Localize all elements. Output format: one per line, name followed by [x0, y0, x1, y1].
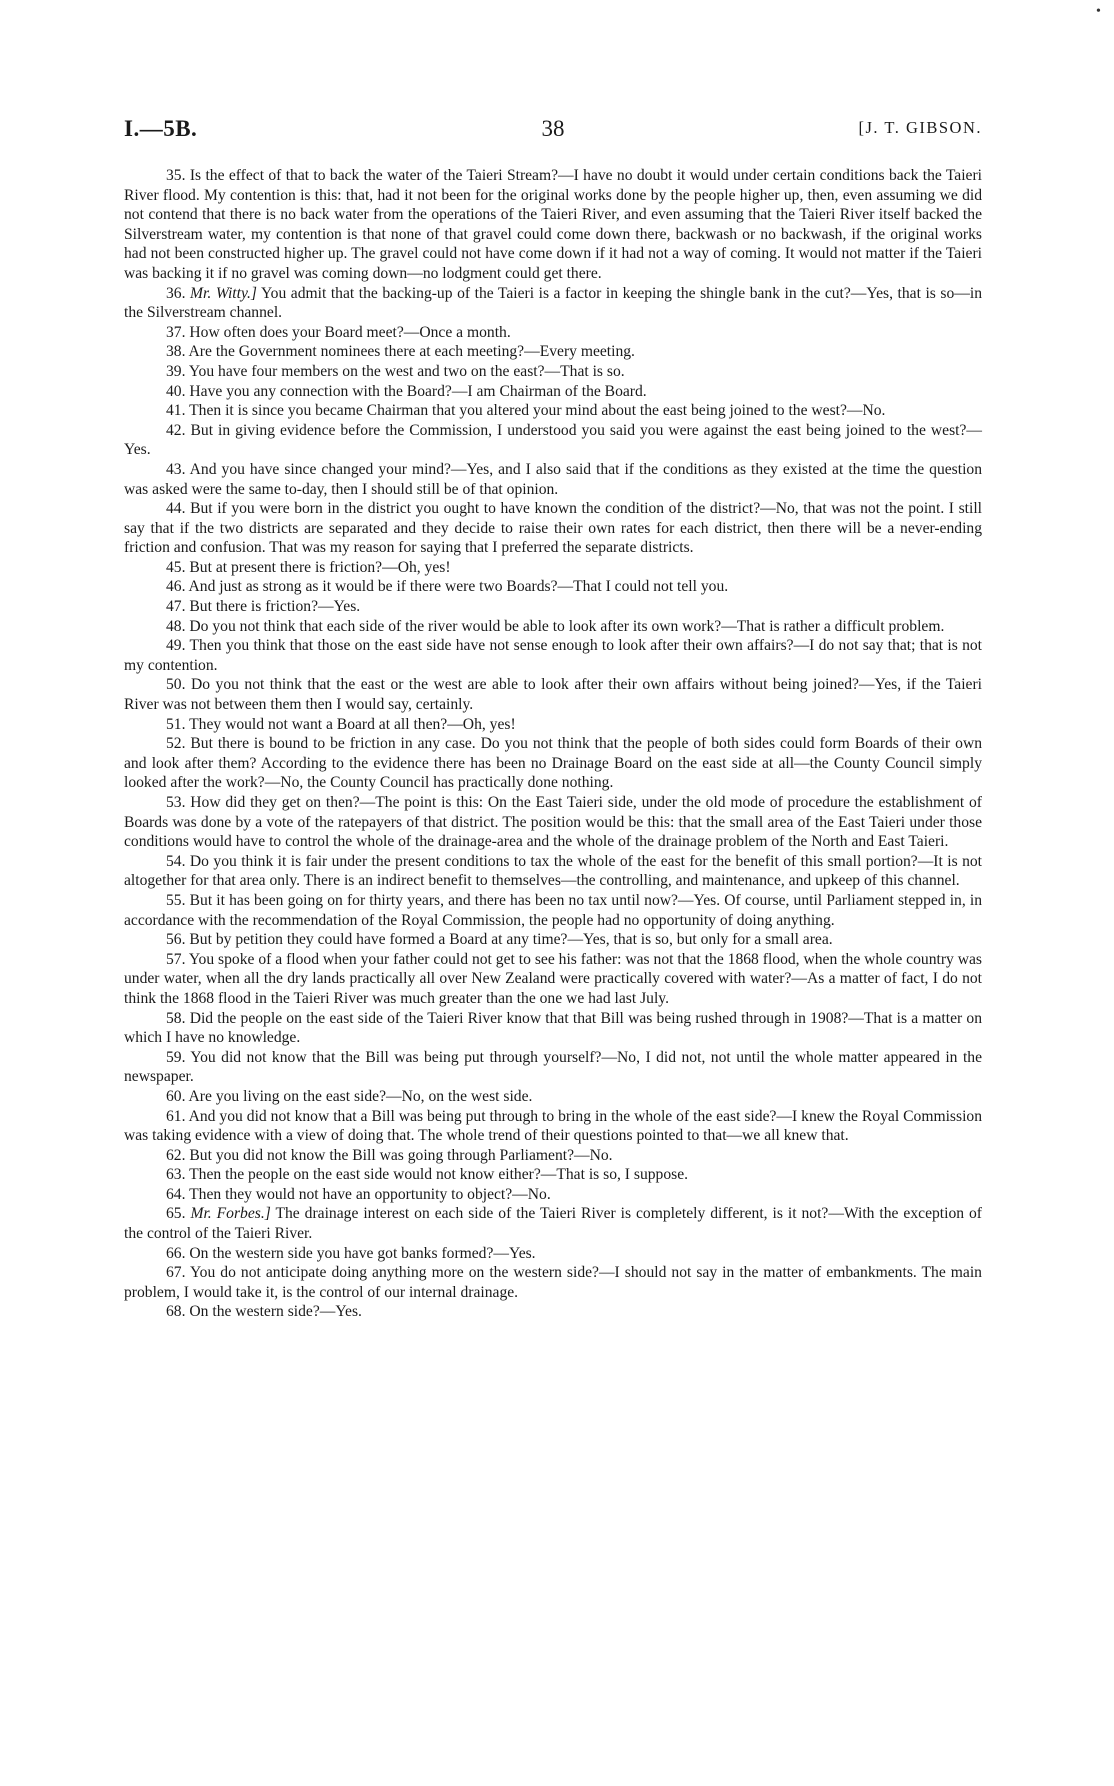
question-number: 41.	[166, 402, 186, 420]
question-answer-text: But there is bound to be friction in any case. Do you not think that the people of both sides could form Boards of their own and look after them? According to the evidence there has been no Drainage Board on the east side at all—the County Council simply looked after the work?—No, the County Council has practically done nothing.	[124, 735, 982, 792]
question-answer-text: But by petition they could have formed a Board at any time?—Yes, that is so, but only for a small area.	[189, 931, 833, 949]
question-answer-text: And you did not know that a Bill was being put through to bring in the whole of the east side?—I knew the Royal Commission was taking evidence with a view of doing that. The whole trend of their questions pointed to that—we all knew that.	[124, 1107, 982, 1145]
qa-entry-52	[124, 734, 982, 793]
question-number: 63.	[166, 1166, 186, 1184]
question-number: 36.	[166, 284, 186, 302]
qa-entry-56	[124, 930, 982, 950]
question-answer-text: Then they would not have an opportunity to object?—No.	[189, 1185, 551, 1203]
qa-entry-42	[124, 421, 982, 460]
question-answer-text: How often does your Board meet?—Once a month.	[189, 323, 511, 341]
qa-entry-64	[124, 1185, 982, 1205]
examiner-name: Mr. Witty.]	[190, 284, 257, 302]
qa-entry-63	[124, 1165, 982, 1185]
examiner-name: Mr. Forbes.]	[190, 1205, 271, 1223]
question-answer-text: And you have since changed your mind?—Yes, and I also said that if the conditions as they existed at the time the question was asked were the same to-day, then I should still be of that opinion.	[124, 460, 982, 498]
question-answer-text: But at present there is friction?—Oh, yes!	[189, 558, 451, 576]
question-number: 54.	[166, 852, 186, 870]
qa-entry-38	[124, 342, 982, 362]
qa-entry-45	[124, 558, 982, 578]
question-answer-text: Then it is since you became Chairman that you altered your mind about the east being joined to the west?—No.	[189, 402, 886, 420]
question-number: 51.	[166, 715, 186, 733]
question-number: 50.	[166, 676, 186, 694]
question-answer-text: On the western side?—Yes.	[189, 1303, 362, 1321]
page-header	[124, 116, 982, 150]
question-answer-text: They would not want a Board at all then?—Oh, yes!	[189, 715, 516, 733]
paper-reference: I.—5B.	[124, 116, 198, 141]
question-number: 65.	[166, 1205, 186, 1223]
qa-entry-40	[124, 382, 982, 402]
question-number: 59.	[166, 1048, 186, 1066]
question-number: 60.	[166, 1087, 186, 1105]
question-number: 37.	[166, 323, 186, 341]
question-answer-text: How did they get on then?—The point is this: On the East Taieri side, under the old mode of procedure the establishment of Boards was done by a vote of the ratepayers of that district. The position would be this: that the small area of the East Taieri under those conditions would have to control the whole of the drainage-area and the whole of the drainage problem of the North and East Taieri.	[124, 794, 983, 851]
qa-entry-47	[124, 597, 982, 617]
qa-entry-37	[124, 323, 982, 343]
qa-entry-60	[124, 1087, 982, 1107]
qa-entry-57	[124, 950, 982, 1009]
question-number: 35.	[166, 167, 186, 184]
margin-speck: •	[1096, 4, 1101, 19]
qa-entry-54	[124, 852, 982, 891]
question-number: 47.	[166, 598, 186, 616]
question-answer-text: Do you not think that the east or the west are able to look after their own affairs without being joined?—Yes, if the Taieri River was not between them then I would say, certainly.	[124, 676, 982, 714]
question-answer-text: But in giving evidence before the Commission, I understood you said you were against the east being joined to the west?—Yes.	[124, 421, 982, 459]
qa-entry-50	[124, 675, 982, 714]
witness-name: [J. T. GIBSON.	[858, 118, 982, 137]
question-number: 56.	[166, 931, 186, 949]
question-answer-text: You have four members on the west and two on the east?—That is so.	[188, 362, 625, 380]
question-number: 38.	[166, 343, 186, 361]
question-number: 49.	[166, 637, 186, 655]
question-answer-text: You admit that the backing-up of the Taieri is a factor in keeping the shingle bank in the cut?—Yes, that is so—in the Silverstream channel.	[124, 284, 982, 322]
qa-entry-53	[124, 793, 982, 852]
question-answer-text: And just as strong as it would be if there were two Boards?—That I could not tell you.	[188, 578, 729, 596]
qa-entry-35	[124, 166, 982, 284]
question-answer-text: Have you any connection with the Board?—I am Chairman of the Board.	[189, 382, 647, 400]
qa-entry-51	[124, 715, 982, 735]
question-number: 64.	[166, 1185, 186, 1203]
question-answer-text: You did not know that the Bill was being put through yourself?—No, I did not, not until the whole matter appeared in the newspaper.	[124, 1048, 982, 1086]
question-number: 44.	[166, 500, 186, 518]
qa-entry-55	[124, 891, 982, 930]
question-number: 62.	[166, 1146, 186, 1164]
question-answer-text: Do you think it is fair under the present conditions to tax the whole of the east for the benefit of this small portion?—It is not altogether for that area only. There is an indirect benefit to themselves—the controlling, and maintenance, and upkeep of this channel.	[124, 852, 982, 890]
question-number: 48.	[166, 617, 186, 635]
question-number: 43.	[166, 460, 186, 478]
question-number: 39.	[166, 362, 186, 380]
question-answer-text: Then the people on the east side would not know either?—That is so, I suppose.	[189, 1166, 689, 1184]
qa-entry-65	[124, 1204, 982, 1243]
question-answer-text: Then you think that those on the east side have not sense enough to look after their own affairs?—I do not say that; that is not my contention.	[124, 637, 982, 674]
question-answer-text: Are you living on the east side?—No, on the west side.	[188, 1087, 533, 1105]
qa-entry-58	[124, 1009, 982, 1048]
question-number: 58.	[166, 1009, 186, 1027]
question-number: 57.	[166, 950, 186, 968]
qa-entry-49	[124, 636, 982, 675]
question-number: 52.	[166, 735, 186, 753]
qa-entry-68	[124, 1302, 982, 1322]
question-answer-text: Did the people on the east side of the Taieri River know that that Bill was being rushed through in 1908?—That is a matter on which I have no knowledge.	[124, 1009, 982, 1047]
qa-entry-59	[124, 1048, 982, 1087]
question-number: 40.	[166, 382, 186, 400]
question-answer-text: The drainage interest on each side of the Taieri River is completely different, is it not?—With the exception of the control of the Taieri River.	[124, 1205, 982, 1243]
question-number: 68.	[166, 1303, 186, 1321]
question-number: 61.	[166, 1107, 186, 1125]
question-number: 42.	[166, 421, 186, 439]
qa-entry-66	[124, 1244, 982, 1264]
qa-entry-61	[124, 1107, 982, 1146]
qa-entry-43	[124, 460, 982, 499]
question-number: 46.	[166, 578, 186, 596]
question-number: 55.	[166, 891, 186, 909]
question-number: 53.	[166, 794, 186, 811]
question-answer-text: But there is friction?—Yes.	[189, 598, 361, 616]
qa-entry-41	[124, 401, 982, 421]
question-answer-text: Is the effect of that to back the water of the Taieri Stream?—I have no doubt it would under certain conditions back the Taieri River flood. My contention is this: that, had it not been for the original works done by the people higher up, then, even assuming we did not contend that there is no back water from the operations of the Taieri River, and even assuming that the Taieri River itself backed the Silverstream water, my contention is that none of that gravel could come down there, backwash or no backwash, if the original works had not been constructed higher up. The gravel could not have come down if it had not a way of coming. It would not matter if the Taieri was backing it if no gravel was coming down—no lodgment could get there.	[124, 167, 982, 282]
qa-entry-48	[124, 617, 982, 637]
question-answer-text: But if you were born in the district you ought to have known the condition of the district?—No, that was not the point. I still say that if the two districts are separated and they decide to raise their own rates for each district, then there will be a never-ending friction and confusion. That was my reason for saying that I preferred the separate districts.	[124, 500, 982, 557]
page-number: 38	[541, 116, 565, 141]
question-answer-text: You do not anticipate doing anything more on the western side?—I should not say in the matter of embankments. The main problem, I would take it, is the control of our internal drainage.	[124, 1264, 982, 1301]
question-answer-text: Do you not think that each side of the river would be able to look after its own work?—That is rather a difficult problem.	[189, 617, 945, 635]
qa-entry-46	[124, 577, 982, 597]
qa-entry-39	[124, 362, 982, 382]
question-answer-text: But it has been going on for thirty years, and there has been no tax until now?—Yes. Of course, until Parliament stepped in, in accordance with the recommendation of the Royal Commission, the people had no opportunity of doing anything.	[124, 891, 982, 929]
qa-entry-62	[124, 1146, 982, 1166]
qa-entry-44	[124, 499, 982, 558]
question-answer-text: But you did not know the Bill was going through Parliament?—No.	[189, 1146, 613, 1164]
question-answer-text: On the western side you have got banks formed?—Yes.	[189, 1244, 536, 1262]
question-number: 45.	[166, 558, 186, 576]
question-number: 66.	[166, 1244, 186, 1262]
qa-entry-36	[124, 284, 982, 323]
question-answer-text: You spoke of a flood when your father could not get to see his father: was not that the 1868 flood, when the whole country was under water, when all the dry lands practically all over New Zealand were practically covered with water?—As a matter of fact, I do not think the 1868 flood in the Taieri River was much greater than the one we had last July.	[124, 950, 982, 1007]
question-answer-text: Are the Government nominees there at each meeting?—Every meeting.	[188, 343, 635, 361]
testimony-body	[124, 166, 982, 1322]
qa-entry-67	[124, 1263, 982, 1302]
question-number: 67.	[166, 1264, 186, 1282]
